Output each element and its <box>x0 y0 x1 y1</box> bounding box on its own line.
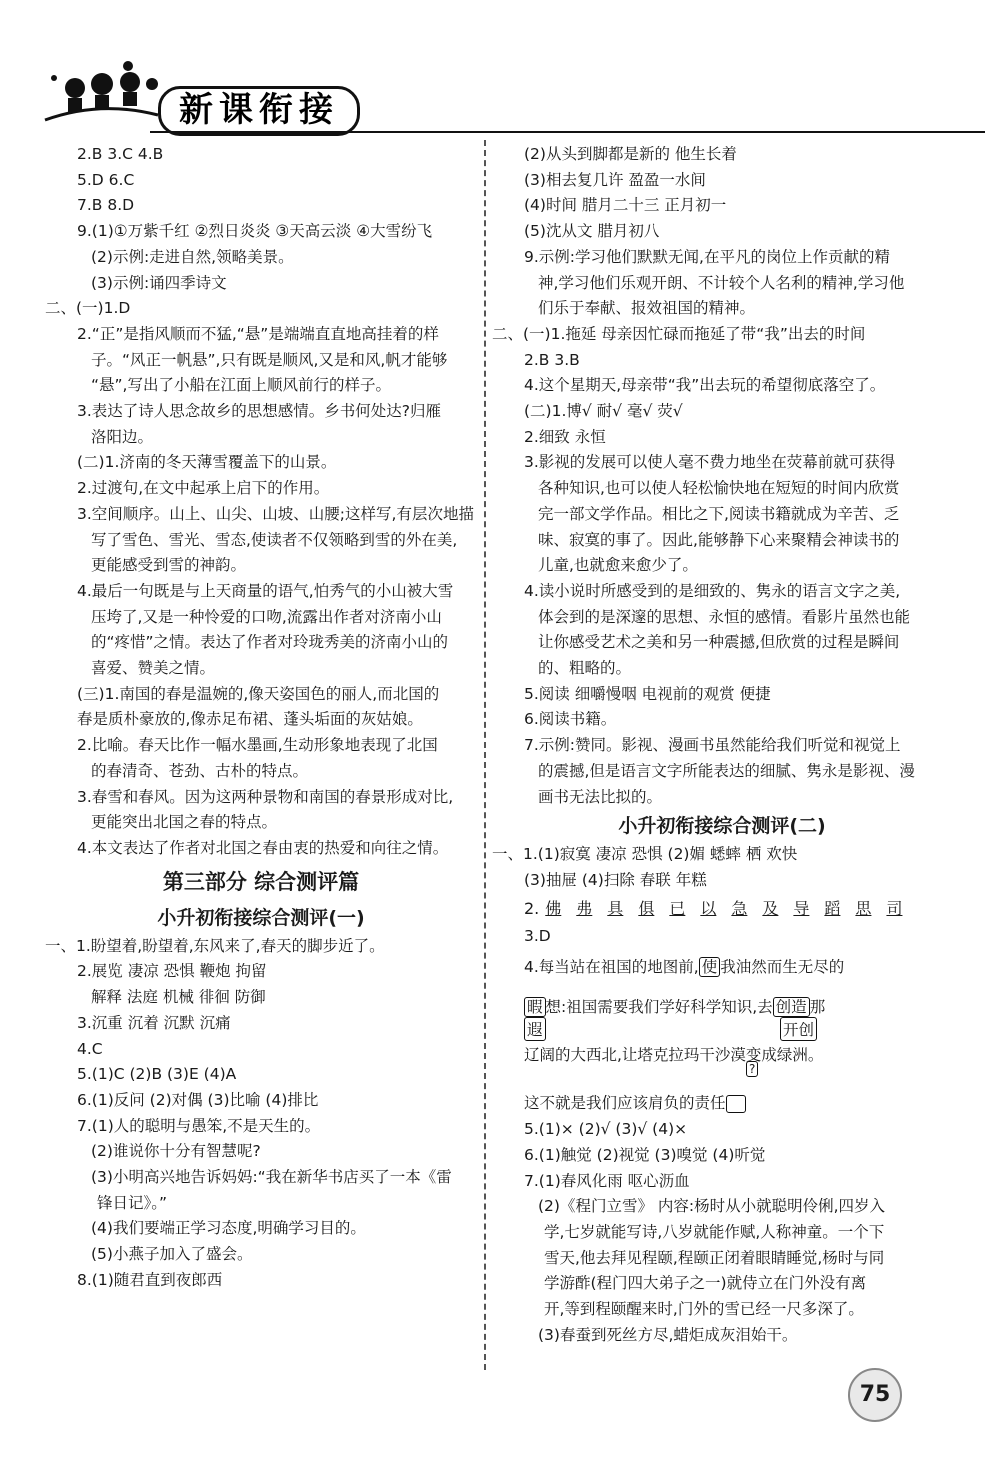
answer-line: (3)相去复几许 盈盈一水间 <box>524 170 706 189</box>
answer-line: 9.示例:学习他们默默无闻,在平凡的岗位上作贡献的精 <box>524 247 890 266</box>
right-column <box>492 142 952 1348</box>
answer-line: 2.“正”是指风顺而不猛,“悬”是端端直直地高挂着的样 <box>77 324 439 343</box>
answer-line: 画书无法比拟的。 <box>538 787 663 806</box>
answer-line: 们乐于奉献、报效祖国的精神。 <box>538 299 756 318</box>
answer-line: 开,等到程颐醒来时,门外的雪已经一尺多深了。 <box>544 1300 864 1319</box>
answer-line: 喜爱、赞美之情。 <box>91 659 216 678</box>
answer-line: 体会到的是深邃的思想、永恒的感情。看影片虽然也能 <box>538 607 911 626</box>
answer-line: 的春清奇、苍劲、古朴的特点。 <box>91 761 309 780</box>
answer-line: 3.沉重 沉着 沉默 沉痛 <box>77 1013 231 1032</box>
answer-line: 4.最后一句既是与上天商量的语气,怕秀气的小山被大雪 <box>77 581 454 600</box>
char-item: 急 <box>731 898 748 918</box>
answer-line: 学,七岁就能写诗,八岁就能作赋,人称神童。一个下 <box>544 1222 885 1241</box>
char-item: 司 <box>886 898 903 918</box>
question-mark-box: ? <box>746 1061 758 1077</box>
answer-line: 5.D 6.C <box>77 170 135 189</box>
correction-kaichuang: 开创 <box>780 1017 817 1041</box>
answer-line: 的震撼,但是语言文字所能表达的细腻、隽永是影视、漫 <box>538 761 915 780</box>
char-item: 思 <box>855 898 872 918</box>
answer-line: 味、寂寞的事了。因此,能够静下心来聚精会神读书的 <box>538 530 900 549</box>
figure-line-3: 辽阔的大西北,让塔克拉玛干沙漠变成绿洲。 <box>524 1046 824 1065</box>
answer-line: 4.这个星期天,母亲带“我”出去玩的希望彻底落空了。 <box>524 376 886 395</box>
char-item: 已 <box>669 898 686 918</box>
answer-line: 2.B 3.C 4.B <box>77 145 164 163</box>
answer-line: 4.读小说时所感受到的是细致的、隽永的语言文字之美, <box>524 581 901 600</box>
answer-line: 更能感受到雪的神韵。 <box>91 556 247 575</box>
left-answers <box>45 142 477 862</box>
answer-line: (5)小燕子加入了盛会。 <box>91 1245 253 1264</box>
figure-line-2: 暇 想:祖国需要我们学好科学知识,去 创造 那 <box>524 995 825 1017</box>
answer-line: 神,学习他们乐观开朗、不计较个人名利的精神,学习他 <box>538 273 905 292</box>
answer-line: 6.(1)触觉 (2)视觉 (3)嗅觉 (4)听觉 <box>524 1145 766 1164</box>
char-item: 俱 <box>638 898 655 918</box>
kids-logo-icon <box>40 60 160 130</box>
char-item: 具 <box>607 898 624 918</box>
answer-line: 写了雪色、雪光、雪态,使读者不仅领略到雪的外在美, <box>91 530 458 549</box>
answer-line: (3)小明高兴地告诉妈妈:“我在新华书店买了一本《雷 <box>91 1168 452 1187</box>
answer-line: 春是质朴豪放的,像赤足布裙、蓬头垢面的灰姑娘。 <box>77 710 423 729</box>
answer-line: 7.示例:赞同。影视、漫画书虽然能给我们听觉和视觉上 <box>524 736 901 755</box>
test-one-answers <box>45 934 477 1294</box>
answer-line: “悬”,写出了小船在江面上顺风前行的样子。 <box>91 376 391 395</box>
answer-line: 3.空间顺序。山上、山尖、山坡、山腰;这样写,有层次地描 <box>77 504 474 523</box>
char-item: 佛 <box>545 898 562 918</box>
left-column <box>45 142 477 1294</box>
answer-line: (三)1.南国的春是温婉的,像天姿国色的丽人,而北国的 <box>77 684 440 703</box>
answer-line: 雪天,他去拜见程颐,程颐正闭着眼睛睡觉,杨时与同 <box>544 1248 885 1267</box>
test-two-answers-c <box>492 1117 952 1348</box>
answer-line: 解释 法庭 机械 徘徊 防御 <box>91 988 266 1007</box>
answer-line: 2.B 3.B <box>524 350 580 369</box>
answer-line: 4.C <box>77 1039 103 1058</box>
answer-line: 的“疼惜”之情。表达了作者对玲珑秀美的济南小山的 <box>91 633 449 652</box>
figure-line-4: 这不就是我们应该肩负的责任 <box>492 1091 952 1117</box>
punctuation-box <box>726 1095 746 1113</box>
answer-line: (4)我们要端正学习态度,明确学习目的。 <box>91 1219 366 1238</box>
answer-line: 6.(1)反问 (2)对偶 (3)比喻 (4)排比 <box>77 1090 319 1109</box>
char-item: 导 <box>793 898 810 918</box>
answer-line: 子。“风正一帆悬”,只有既是顺风,又是和风,帆才能够 <box>91 350 448 369</box>
answer-line: 各种知识,也可以使人轻松愉快地在短短的时间内欣赏 <box>538 479 900 498</box>
char-pairs <box>492 894 952 924</box>
answer-line: 3.影视的发展可以使人毫不费力地坐在荧幕前就可获得 <box>524 453 896 472</box>
answer-line: 2.细致 永恒 <box>524 427 606 446</box>
char-item: 蹈 <box>824 898 841 918</box>
test-two-answers-a <box>492 842 952 893</box>
answer-line: 让你感受艺术之美和另一种震撼,但欣赏的过程是瞬间 <box>538 633 900 652</box>
test-two-heading: 小升初衔接综合测评(二) <box>618 815 826 838</box>
answer-line: (二)1.博√ 耐√ 毫√ 荧√ <box>524 402 683 421</box>
answer-line: 9.(1)①万紫千红 ②烈日炎炎 ③天高云淡 ④大雪纷飞 <box>77 222 433 241</box>
char-pairs-prefix: 2. <box>524 898 540 918</box>
char-item: 以 <box>700 898 717 918</box>
correction-figure <box>524 949 952 1089</box>
answer-line: (3)示例:诵四季诗文 <box>91 273 227 292</box>
page-header <box>0 0 1000 150</box>
answer-line: 5.(1)× (2)√ (3)√ (4)× <box>524 1120 688 1139</box>
answer-line: 一、1.(1)寂寞 凄凉 恐惧 (2)媚 蟋蟀 栖 欢快 <box>492 845 798 864</box>
answer-line: 压垮了,又是一种怜爱的口吻,流露出作者对济南小山 <box>91 607 442 626</box>
column-divider <box>484 140 486 1370</box>
answer-line: 3.D <box>524 926 551 945</box>
answer-line: 一、1.盼望着,盼望着,东风来了,春天的脚步近了。 <box>45 936 385 955</box>
answer-line: 完一部文学作品。相比之下,阅读书籍就成为辛苦、乏 <box>538 504 900 523</box>
answer-line: 2.展览 凄凉 恐惧 鞭炮 拘留 <box>77 962 267 981</box>
answer-line: (2)示例:走进自然,领略美景。 <box>91 247 294 266</box>
char-item: 及 <box>762 898 779 918</box>
figure-line-1: 4.每当站在祖国的地图前, 使 我油然而生无尽的 <box>524 958 845 977</box>
answer-line: 6.阅读书籍。 <box>524 710 617 729</box>
right-answers <box>492 142 952 810</box>
answer-line: 3.表达了诗人思念故乡的思想感情。乡书何处达?归雁 <box>77 402 442 421</box>
answer-line: (2)《程门立雪》 内容:杨时从小就聪明伶俐,四岁入 <box>538 1197 886 1216</box>
answer-line: 更能突出北国之春的特点。 <box>91 813 278 832</box>
brand-title: 新课衔接 <box>158 86 360 136</box>
answer-line: (4)时间 腊月二十三 正月初一 <box>524 196 727 215</box>
part-three-heading: 第三部分 综合测评篇 <box>162 869 360 894</box>
test-two-answers-b <box>492 924 952 950</box>
answer-line: 3.春雪和春风。因为这两种景物和南国的春景形成对比, <box>77 787 454 806</box>
answer-line: (2)从头到脚都是新的 他生长着 <box>524 145 737 163</box>
answer-line: 锋日记》。” <box>97 1193 168 1212</box>
answer-line: (二)1.济南的冬天薄雪覆盖下的山景。 <box>77 453 337 472</box>
answer-line: 8.(1)随君直到夜郎西 <box>77 1270 223 1289</box>
page-number: 75 <box>848 1368 902 1422</box>
correction-xia: 遐 <box>524 1017 546 1041</box>
answer-line: 5.(1)C (2)B (3)E (4)A <box>77 1065 237 1084</box>
answer-line: 儿童,也就愈来愈少了。 <box>538 556 698 575</box>
test-one-heading: 小升初衔接综合测评(一) <box>157 906 365 929</box>
answer-line: 4.本文表达了作者对北国之春由衷的热爱和向往之情。 <box>77 838 449 857</box>
answer-line: (5)沈从文 腊月初八 <box>524 222 660 241</box>
answer-line: 7.B 8.D <box>77 196 135 215</box>
marked-char-shi: 使 <box>699 957 721 977</box>
answer-line: 2.比喻。春天比作一幅水墨画,生动形象地表现了北国 <box>77 736 438 755</box>
answer-line: (3)春蚕到死丝方尽,蜡炬成灰泪始干。 <box>538 1325 798 1344</box>
marked-word-chuangzao: 创造 <box>773 997 810 1017</box>
answer-line: (2)谁说你十分有智慧呢? <box>91 1142 261 1161</box>
answer-line: 的、粗略的。 <box>538 659 632 678</box>
answer-line: 二、(一)1.D <box>45 299 131 318</box>
char-item: 弗 <box>576 898 593 918</box>
answer-line: 7.(1)人的聪明与愚笨,不是天生的。 <box>77 1116 321 1135</box>
marked-char-xia: 暇 <box>524 997 546 1017</box>
header-rule <box>150 131 985 133</box>
answer-line: 洛阳边。 <box>91 427 154 446</box>
answer-line: (3)抽屉 (4)扫除 春联 年糕 <box>524 870 707 889</box>
answer-line: 2.过渡句,在文中起承上启下的作用。 <box>77 479 330 498</box>
answer-line: 5.阅读 细嚼慢咽 电视前的观赏 便捷 <box>524 684 771 703</box>
answer-line: 7.(1)春风化雨 呕心沥血 <box>524 1171 690 1190</box>
answer-line: 二、(一)1.拖延 母亲因忙碌而拖延了带“我”出去的时间 <box>492 324 866 343</box>
answer-line: 学游酢(程门四大弟子之一)就侍立在门外没有离 <box>544 1274 867 1293</box>
